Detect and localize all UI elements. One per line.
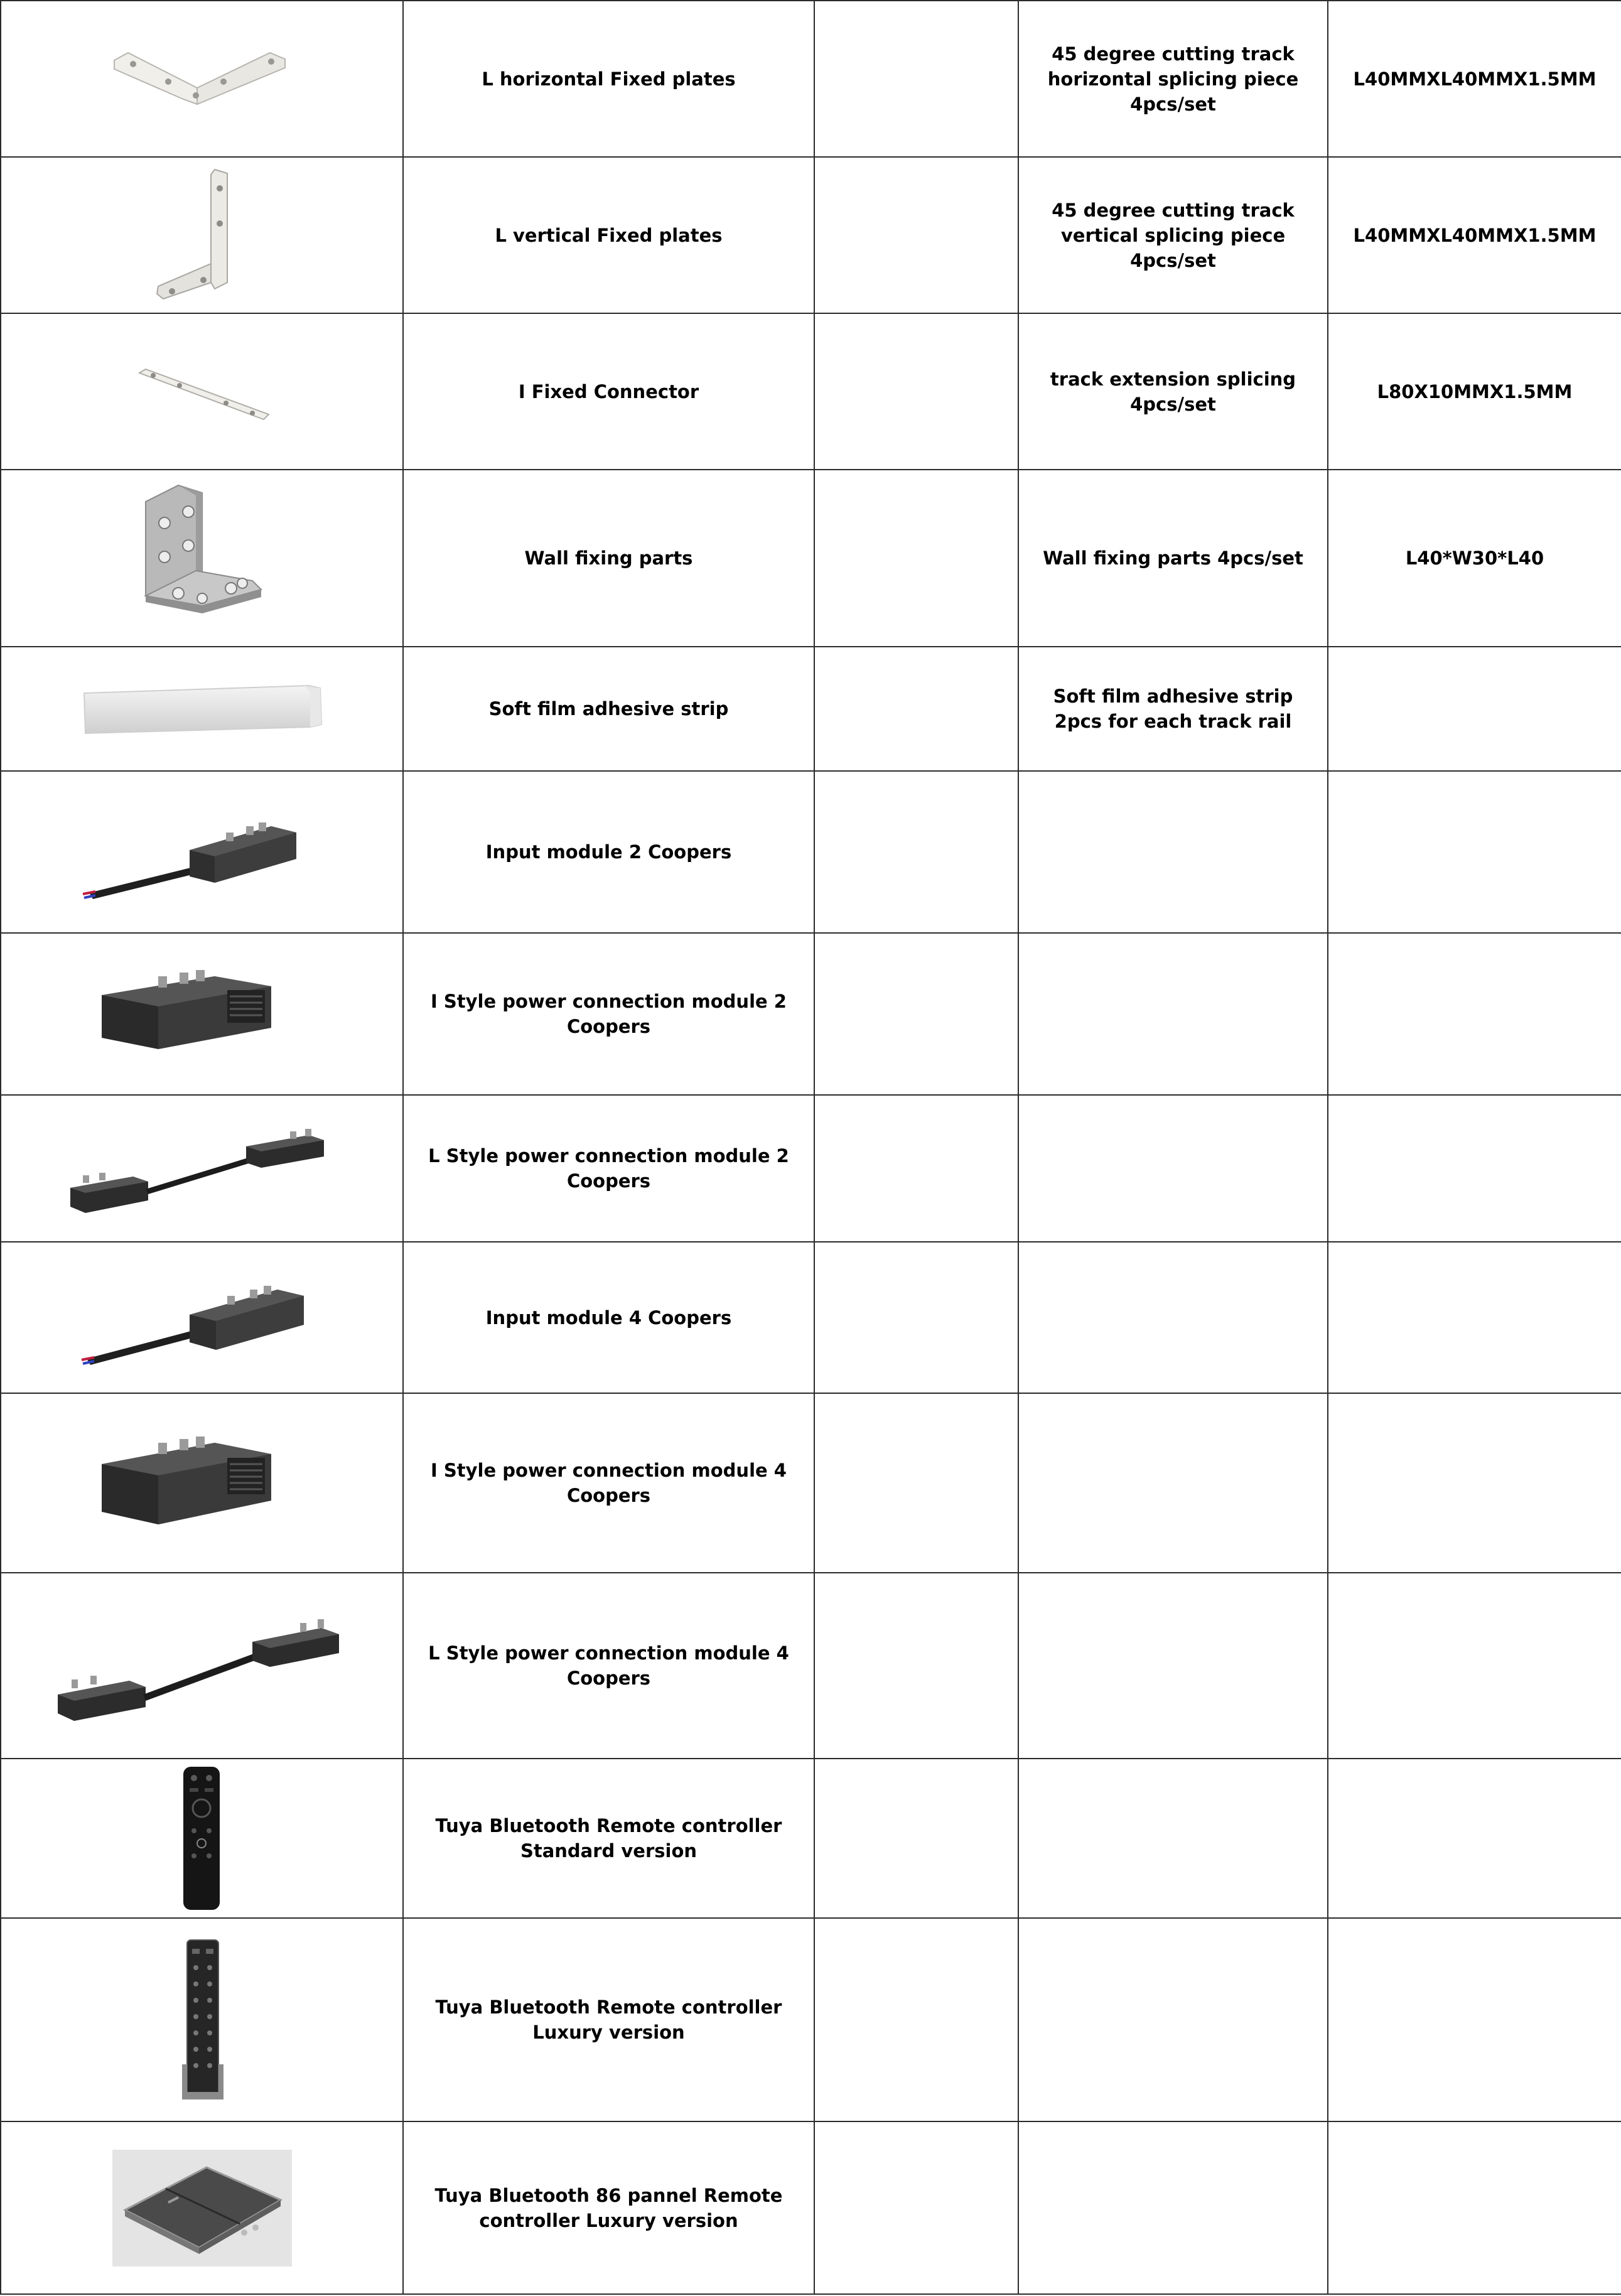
empty-cell: [814, 933, 1018, 1095]
product-spec: L80X10MMX1.5MM: [1328, 313, 1621, 470]
table-row: [1, 1918, 1621, 2121]
product-name: Wall fixing parts: [403, 470, 814, 647]
product-spec: L40*W30*L40: [1328, 470, 1621, 647]
empty-cell: [1328, 1573, 1621, 1759]
product-name: Input module 2 Coopers: [403, 771, 814, 933]
product-image-cell: [1, 2121, 403, 2294]
l-power-module-icon: [64, 1115, 340, 1222]
product-description: 45 degree cutting track horizontal splicing piece 4pcs/set: [1018, 1, 1328, 157]
table-row: [1, 1573, 1621, 1759]
table-row: [1, 1759, 1621, 1918]
wall-bracket-icon: [121, 477, 284, 640]
product-description: 45 degree cutting track vertical splicing piece 4pcs/set: [1018, 157, 1328, 313]
empty-cell: [1018, 1242, 1328, 1393]
empty-cell: [1328, 1918, 1621, 2121]
empty-cell: [1018, 1759, 1328, 1918]
product-image-cell: [1, 470, 403, 647]
table-row: [1, 1393, 1621, 1573]
l-horizontal-plate-icon: [89, 41, 315, 117]
i-connector-icon: [121, 354, 284, 429]
empty-cell: [814, 1242, 1018, 1393]
empty-cell: [814, 313, 1018, 470]
table-row: [1, 647, 1621, 771]
empty-cell: [814, 1759, 1018, 1918]
product-image-cell: [1, 1242, 403, 1393]
empty-cell: [1018, 1095, 1328, 1242]
product-image-cell: [1, 1918, 403, 2121]
empty-cell: [1328, 2121, 1621, 2294]
product-image-cell: [1, 647, 403, 771]
product-name: L horizontal Fixed plates: [403, 1, 814, 157]
product-image-cell: [1, 1393, 403, 1573]
empty-cell: [1328, 933, 1621, 1095]
product-spec: L40MMXL40MMX1.5MM: [1328, 157, 1621, 313]
empty-cell: [1018, 933, 1328, 1095]
product-name: Tuya Bluetooth Remote controller Luxury version: [403, 1918, 814, 2121]
product-name: Tuya Bluetooth 86 pannel Remote controller Luxury version: [403, 2121, 814, 2294]
input-module-icon: [77, 1264, 328, 1371]
empty-cell: [1328, 1242, 1621, 1393]
empty-cell: [1018, 2121, 1328, 2294]
empty-cell: [814, 157, 1018, 313]
panel-remote-icon: [112, 2150, 292, 2266]
table-row: [1, 933, 1621, 1095]
product-name: L Style power connection module 4 Coopers: [403, 1573, 814, 1759]
empty-cell: [1328, 1393, 1621, 1573]
product-spec: L40MMXL40MMX1.5MM: [1328, 1, 1621, 157]
empty-cell: [814, 647, 1018, 771]
product-name: I Style power connection module 2 Coopers: [403, 933, 814, 1095]
product-spec: [1328, 647, 1621, 771]
table-row: [1, 771, 1621, 933]
empty-cell: [814, 1393, 1018, 1573]
table-row: [1, 1095, 1621, 1242]
remote-luxury-icon: [171, 1935, 234, 2105]
l-power-module-icon: [51, 1603, 353, 1728]
power-module-icon: [89, 1420, 315, 1546]
product-image-cell: [1, 771, 403, 933]
empty-cell: [814, 470, 1018, 647]
empty-cell: [1328, 1759, 1621, 1918]
remote-standard-icon: [177, 1764, 227, 1912]
product-name: Soft film adhesive strip: [403, 647, 814, 771]
empty-cell: [814, 1095, 1018, 1242]
table-row: [1, 313, 1621, 470]
product-image-cell: [1, 1573, 403, 1759]
product-name: L Style power connection module 2 Coopers: [403, 1095, 814, 1242]
product-description: track extension splicing 4pcs/set: [1018, 313, 1328, 470]
empty-cell: [814, 1, 1018, 157]
product-image-cell: [1, 313, 403, 470]
product-image-cell: [1, 1095, 403, 1242]
product-image-cell: [1, 933, 403, 1095]
l-vertical-plate-icon: [146, 163, 259, 308]
product-image-cell: [1, 1, 403, 157]
product-image-cell: [1, 1759, 403, 1918]
empty-cell: [1328, 771, 1621, 933]
product-description: Wall fixing parts 4pcs/set: [1018, 470, 1328, 647]
table-row: [1, 1, 1621, 157]
adhesive-strip-icon: [77, 674, 328, 743]
empty-cell: [1018, 1918, 1328, 2121]
empty-cell: [1018, 1393, 1328, 1573]
empty-cell: [1328, 1095, 1621, 1242]
table-row: [1, 1242, 1621, 1393]
empty-cell: [814, 771, 1018, 933]
product-name: I Fixed Connector: [403, 313, 814, 470]
product-name: I Style power connection module 4 Coopers: [403, 1393, 814, 1573]
empty-cell: [814, 1918, 1018, 2121]
table-row: [1, 2121, 1621, 2294]
product-name: Input module 4 Coopers: [403, 1242, 814, 1393]
product-description: Soft film adhesive strip 2pcs for each track rail: [1018, 647, 1328, 771]
product-name: Tuya Bluetooth Remote controller Standard version: [403, 1759, 814, 1918]
empty-cell: [1018, 1573, 1328, 1759]
product-name: L vertical Fixed plates: [403, 157, 814, 313]
power-module-icon: [89, 957, 315, 1070]
table-row: [1, 470, 1621, 647]
table-row: [1, 157, 1621, 313]
empty-cell: [1018, 771, 1328, 933]
empty-cell: [814, 1573, 1018, 1759]
input-module-icon: [77, 799, 328, 905]
product-image-cell: [1, 157, 403, 313]
empty-cell: [814, 2121, 1018, 2294]
